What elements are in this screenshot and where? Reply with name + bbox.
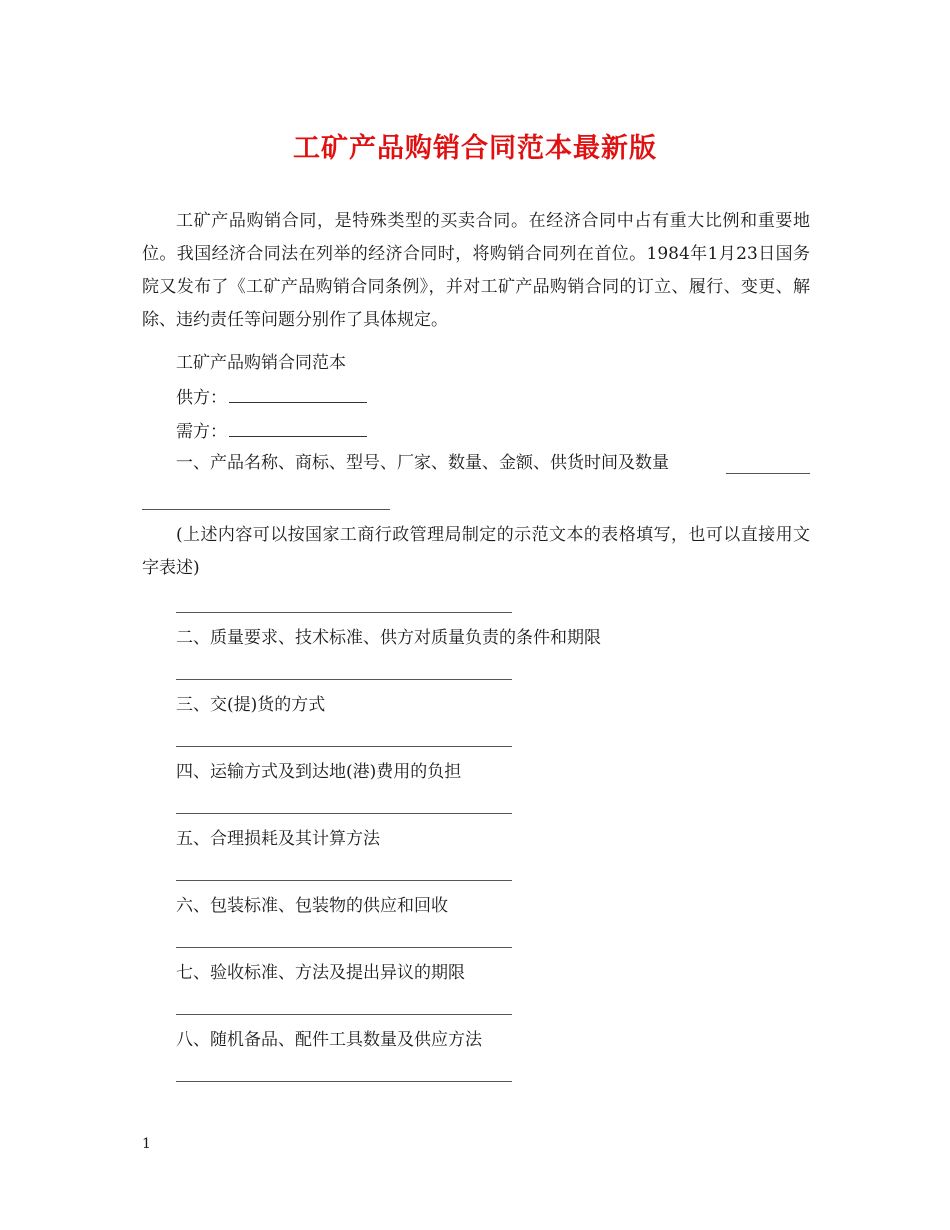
clause-6: 六、包装标准、包装物的供应和回收: [176, 896, 448, 916]
clause-2: 二、质量要求、技术标准、供方对质量负责的条件和期限: [176, 628, 601, 648]
clause-4-fill-line[interactable]: [176, 813, 512, 814]
clause-1-fill-line[interactable]: [176, 612, 512, 613]
clause-4: 四、运输方式及到达地(港)费用的负担: [176, 762, 462, 782]
page-number: 1: [142, 1136, 151, 1152]
clause-5-fill-line[interactable]: [176, 880, 512, 881]
clause-2-fill-line[interactable]: [176, 679, 512, 680]
clause-1-label: 一、产品名称、商标、型号、厂家、数量、金额、供货时间及数量: [176, 453, 669, 473]
clause-8-fill-line[interactable]: [176, 1081, 512, 1082]
clause-1-blank-continued[interactable]: [142, 509, 390, 510]
note-paragraph: (上述内容可以按国家工商行政管理局制定的示范文本的表格填写，也可以直接用文字表述): [142, 525, 810, 578]
supplier-blank[interactable]: [229, 386, 367, 403]
buyer-label: 需方：: [176, 422, 227, 442]
buyer-blank[interactable]: [229, 420, 367, 437]
clause-3-fill-line[interactable]: [176, 746, 512, 747]
clause-7: 七、验收标准、方法及提出异议的期限: [176, 963, 465, 983]
clause-3: 三、交(提)货的方式: [176, 695, 326, 715]
buyer-field: [176, 420, 367, 443]
clause-8: 八、随机备品、配件工具数量及供应方法: [176, 1030, 482, 1050]
supplier-field: [176, 386, 367, 409]
document-title: 工矿产品购销合同范本最新版: [293, 133, 657, 164]
contract-title: 工矿产品购销合同范本: [176, 353, 346, 373]
clause-5: 五、合理损耗及其计算方法: [176, 829, 380, 849]
clause-7-fill-line[interactable]: [176, 1014, 512, 1015]
clause-1: [176, 452, 669, 474]
intro-paragraph: 工矿产品购销合同，是特殊类型的买卖合同。在经济合同中占有重大比例和重要地位。我国经济合同法在列举的经济合同时，将购销合同列在首位。1984年1月23日国务院又发布了《工矿产品购销合同条例》，并对工矿产品购销合同的订立、履行、变更、解除、违约责任等问题分别作了具体规定。: [142, 211, 810, 330]
supplier-label: 供方：: [176, 388, 227, 408]
clause-6-fill-line[interactable]: [176, 947, 512, 948]
clause-1-blank-end[interactable]: [726, 473, 810, 474]
